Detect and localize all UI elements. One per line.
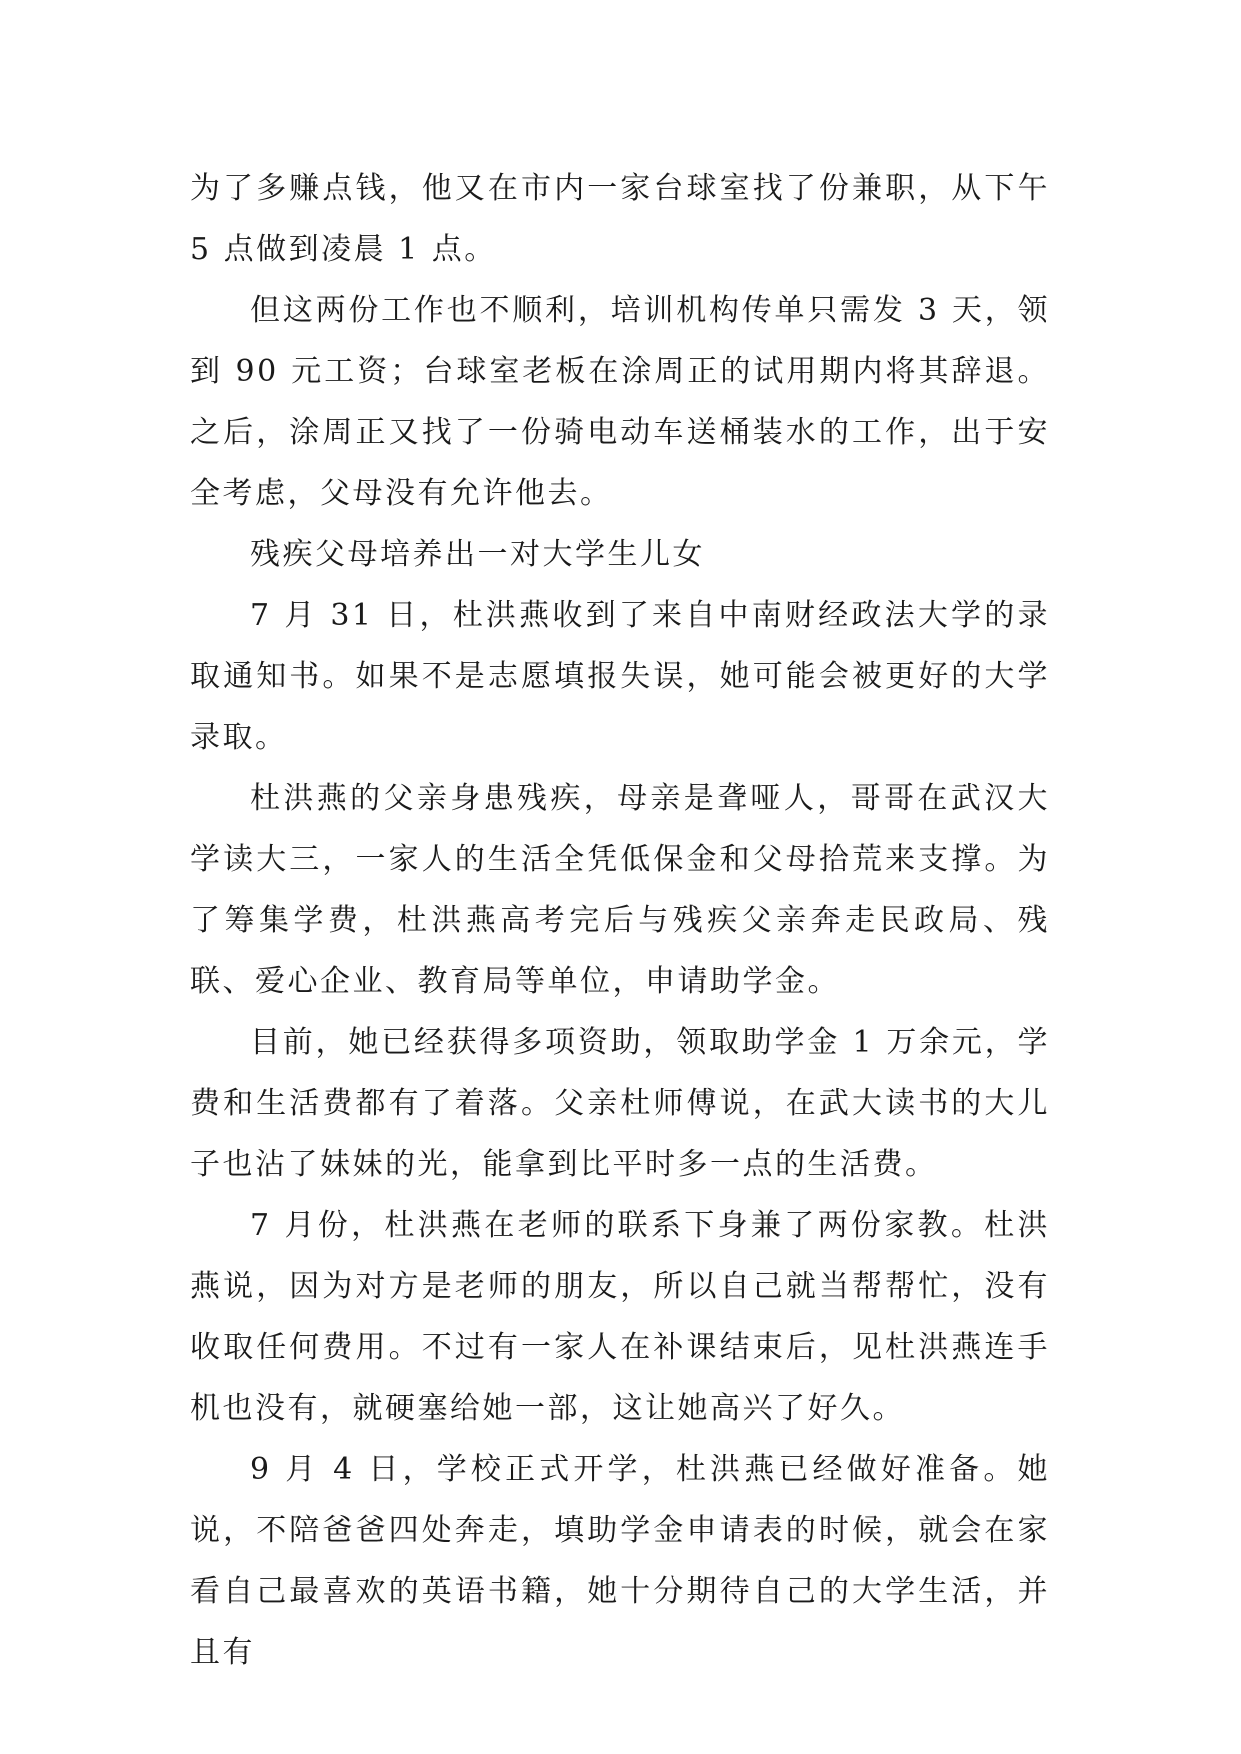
paragraph-7: 9 月 4 日，学校正式开学，杜洪燕已经做好准备。她说，不陪爸爸四处奔走，填助学金申请表的时候，就会在家看自己最喜欢的英语书籍，她十分期待自己的大学生活，并且有 — [190, 1452, 1050, 1670]
paragraph-5: 目前，她已经获得多项资助，领取助学金 1 万余元，学费和生活费都有了着落。父亲杜师傅说，在武大读书的大儿子也沾了妹妹的光，能拿到比平时多一点的生活费。 — [190, 1025, 1050, 1182]
paragraph-3: 7 月 31 日，杜洪燕收到了来自中南财经政法大学的录取通知书。如果不是志愿填报失误，她可能会被更好的大学录取。 — [190, 598, 1050, 755]
paragraph-6: 7 月份，杜洪燕在老师的联系下身兼了两份家教。杜洪燕说，因为对方是老师的朋友，所以自己就当帮帮忙，没有收取任何费用。不过有一家人在补课结束后，见杜洪燕连手机也没有，就硬塞给她一部，这让她高兴了好久。 — [190, 1208, 1050, 1426]
section-heading: 残疾父母培养出一对大学生儿女 — [250, 537, 705, 572]
paragraph-2: 但这两份工作也不顺利，培训机构传单只需发 3 天，领到 90 元工资；台球室老板在涂周正的试用期内将其辞退。之后，涂周正又找了一份骑电动车送桶装水的工作，出于安全考虑，父母没有允许他去。 — [190, 293, 1050, 511]
paragraph-4: 杜洪燕的父亲身患残疾，母亲是聋哑人，哥哥在武汉大学读大三，一家人的生活全凭低保金和父母拾荒来支撑。为了筹集学费，杜洪燕高考完后与残疾父亲奔走民政局、残联、爱心企业、教育局等单位，申请助学金。 — [190, 781, 1050, 999]
paragraph-1: 为了多赚点钱，他又在市内一家台球室找了份兼职，从下午 5 点做到凌晨 1 点。 — [190, 171, 1050, 267]
document-body — [190, 158, 1050, 1683]
